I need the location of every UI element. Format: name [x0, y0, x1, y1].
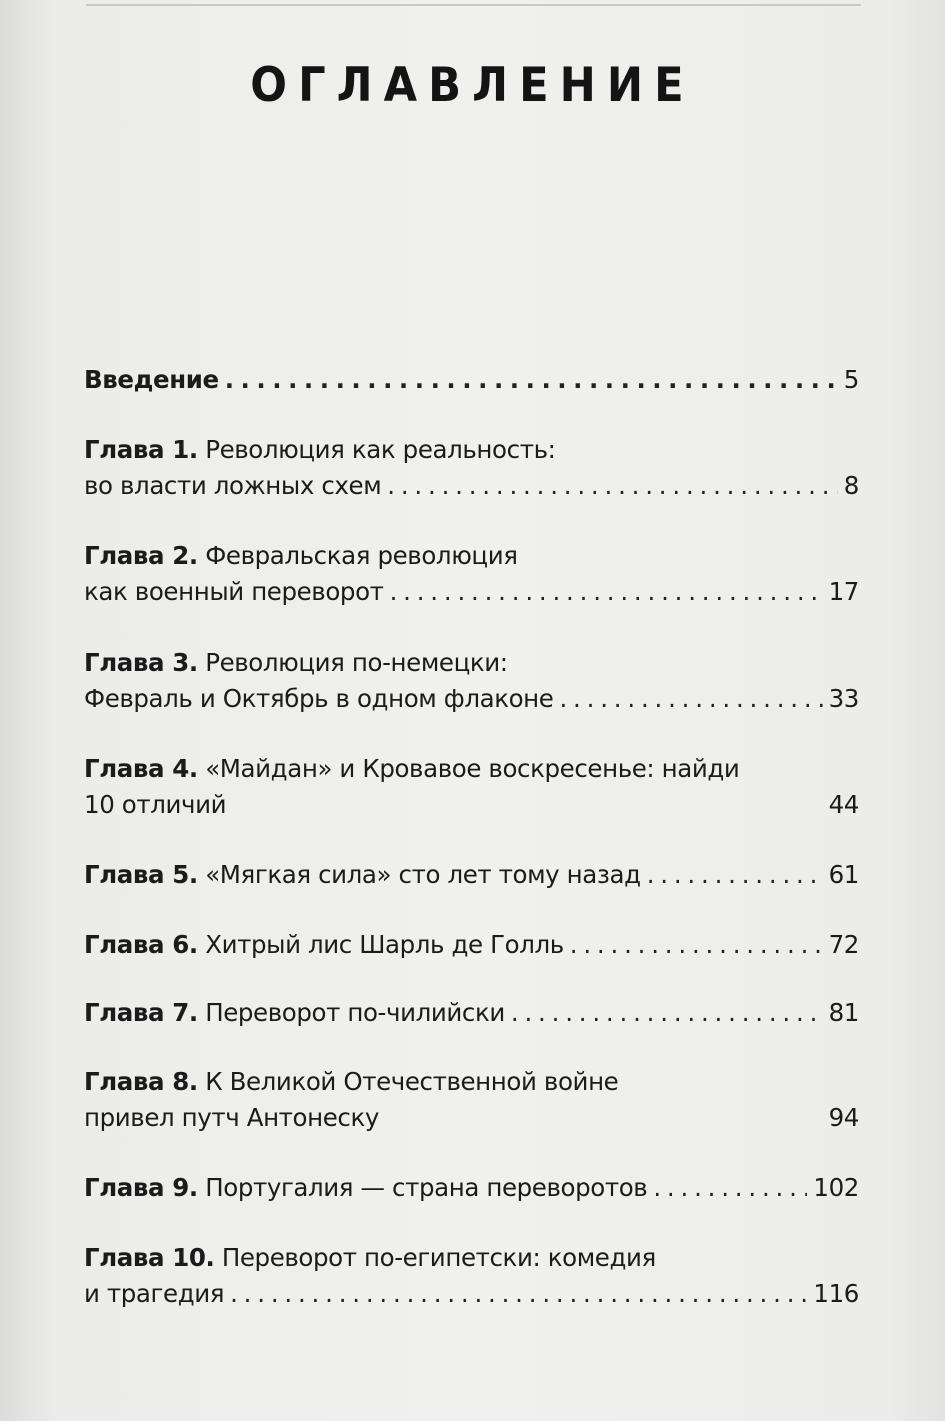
- toc-entry-chapter-6[interactable]: [84, 927, 859, 963]
- toc-page-number: 94: [828, 1103, 859, 1132]
- dot-leader: [559, 681, 822, 717]
- top-rule: [86, 4, 861, 6]
- toc-entry-chapter-7[interactable]: [84, 995, 859, 1031]
- toc-page-number: 17: [828, 577, 859, 606]
- toc-entry-title-line-1: Февральская революция: [205, 541, 518, 570]
- toc-entry-label: Глава 8.: [84, 1067, 198, 1096]
- toc-entry-title-line-1: Революция как реальность:: [205, 435, 556, 464]
- toc-page-number: 5: [843, 365, 859, 394]
- toc-entry-label: Введение: [84, 365, 219, 394]
- toc-entry-label: Глава 2.: [84, 541, 198, 570]
- toc-page-number: 33: [828, 684, 859, 713]
- toc-entry-label: Глава 1.: [84, 435, 198, 464]
- toc-entry-chapter-1[interactable]: [84, 432, 859, 504]
- toc-entry-title-line-1: К Великой Отечественной войне: [205, 1067, 619, 1096]
- toc-page-number: 102: [813, 1173, 859, 1202]
- toc-entry-chapter-3[interactable]: [84, 645, 859, 717]
- toc-entry-title-line-2: привел путч Антонеску: [84, 1103, 380, 1132]
- toc-entry-chapter-10[interactable]: [84, 1240, 859, 1312]
- dot-leader: [647, 857, 823, 893]
- toc-entry-label: Глава 9.: [84, 1173, 198, 1202]
- toc-entry-title-line-1: Переворот по-чилийски: [205, 998, 505, 1027]
- toc-page-number: 61: [828, 860, 859, 889]
- dot-leader: [511, 995, 823, 1031]
- toc-entry-title-line-1: Переворот по-египетски: комедия: [221, 1243, 656, 1272]
- dot-leader: [653, 1170, 807, 1206]
- toc-entry-label: Глава 3.: [84, 648, 198, 677]
- toc-entry-title-line-1: «Мягкая сила» сто лет тому назад: [205, 860, 641, 889]
- toc-entry-label: Глава 4.: [84, 754, 198, 783]
- toc-entry-chapter-9[interactable]: [84, 1170, 859, 1206]
- toc-entry-title-line-1: Революция по-немецки:: [205, 648, 508, 677]
- toc-page-number: 8: [843, 471, 859, 500]
- toc-entry-chapter-4[interactable]: [84, 751, 859, 823]
- toc-entry-chapter-2[interactable]: [84, 538, 859, 610]
- toc-entry-title-line-2: во власти ложных схем: [84, 471, 382, 500]
- toc-entry-title-line-2: Февраль и Октябрь в одном флаконе: [84, 684, 554, 713]
- toc-entry-chapter-8[interactable]: [84, 1064, 859, 1136]
- toc-page-number: 44: [828, 790, 859, 819]
- dot-leader: [390, 574, 823, 610]
- toc-page-number: 72: [828, 930, 859, 959]
- toc-entry-label: Глава 7.: [84, 998, 198, 1027]
- toc-entry-title-line-1: «Майдан» и Кровавое воскресенье: найди: [205, 754, 740, 783]
- toc-entry-chapter-5[interactable]: [84, 857, 859, 893]
- toc-entry-label: Глава 10.: [84, 1243, 215, 1272]
- toc-entry-introduction[interactable]: [84, 362, 859, 398]
- toc-entry-title-line-1: Хитрый лис Шарль де Голль: [205, 930, 564, 959]
- dot-leader: [230, 1276, 807, 1312]
- toc-entry-title-line-1: Португалия — страна переворотов: [205, 1173, 648, 1202]
- page-title: ОГЛАВЛЕНИЕ: [250, 58, 695, 113]
- toc-entry-label: Глава 6.: [84, 930, 198, 959]
- toc-entry-title-line-2: 10 отличий: [84, 790, 227, 819]
- toc-entry-title-line-2: как военный переворот: [84, 577, 384, 606]
- dot-leader: [225, 362, 838, 398]
- dot-leader: [387, 468, 838, 504]
- toc-page-number: 116: [813, 1279, 859, 1308]
- dot-leader: [570, 927, 823, 963]
- toc-page-number: 81: [828, 998, 859, 1027]
- toc-entry-title-line-2: и трагедия: [84, 1279, 225, 1308]
- toc-entry-label: Глава 5.: [84, 860, 198, 889]
